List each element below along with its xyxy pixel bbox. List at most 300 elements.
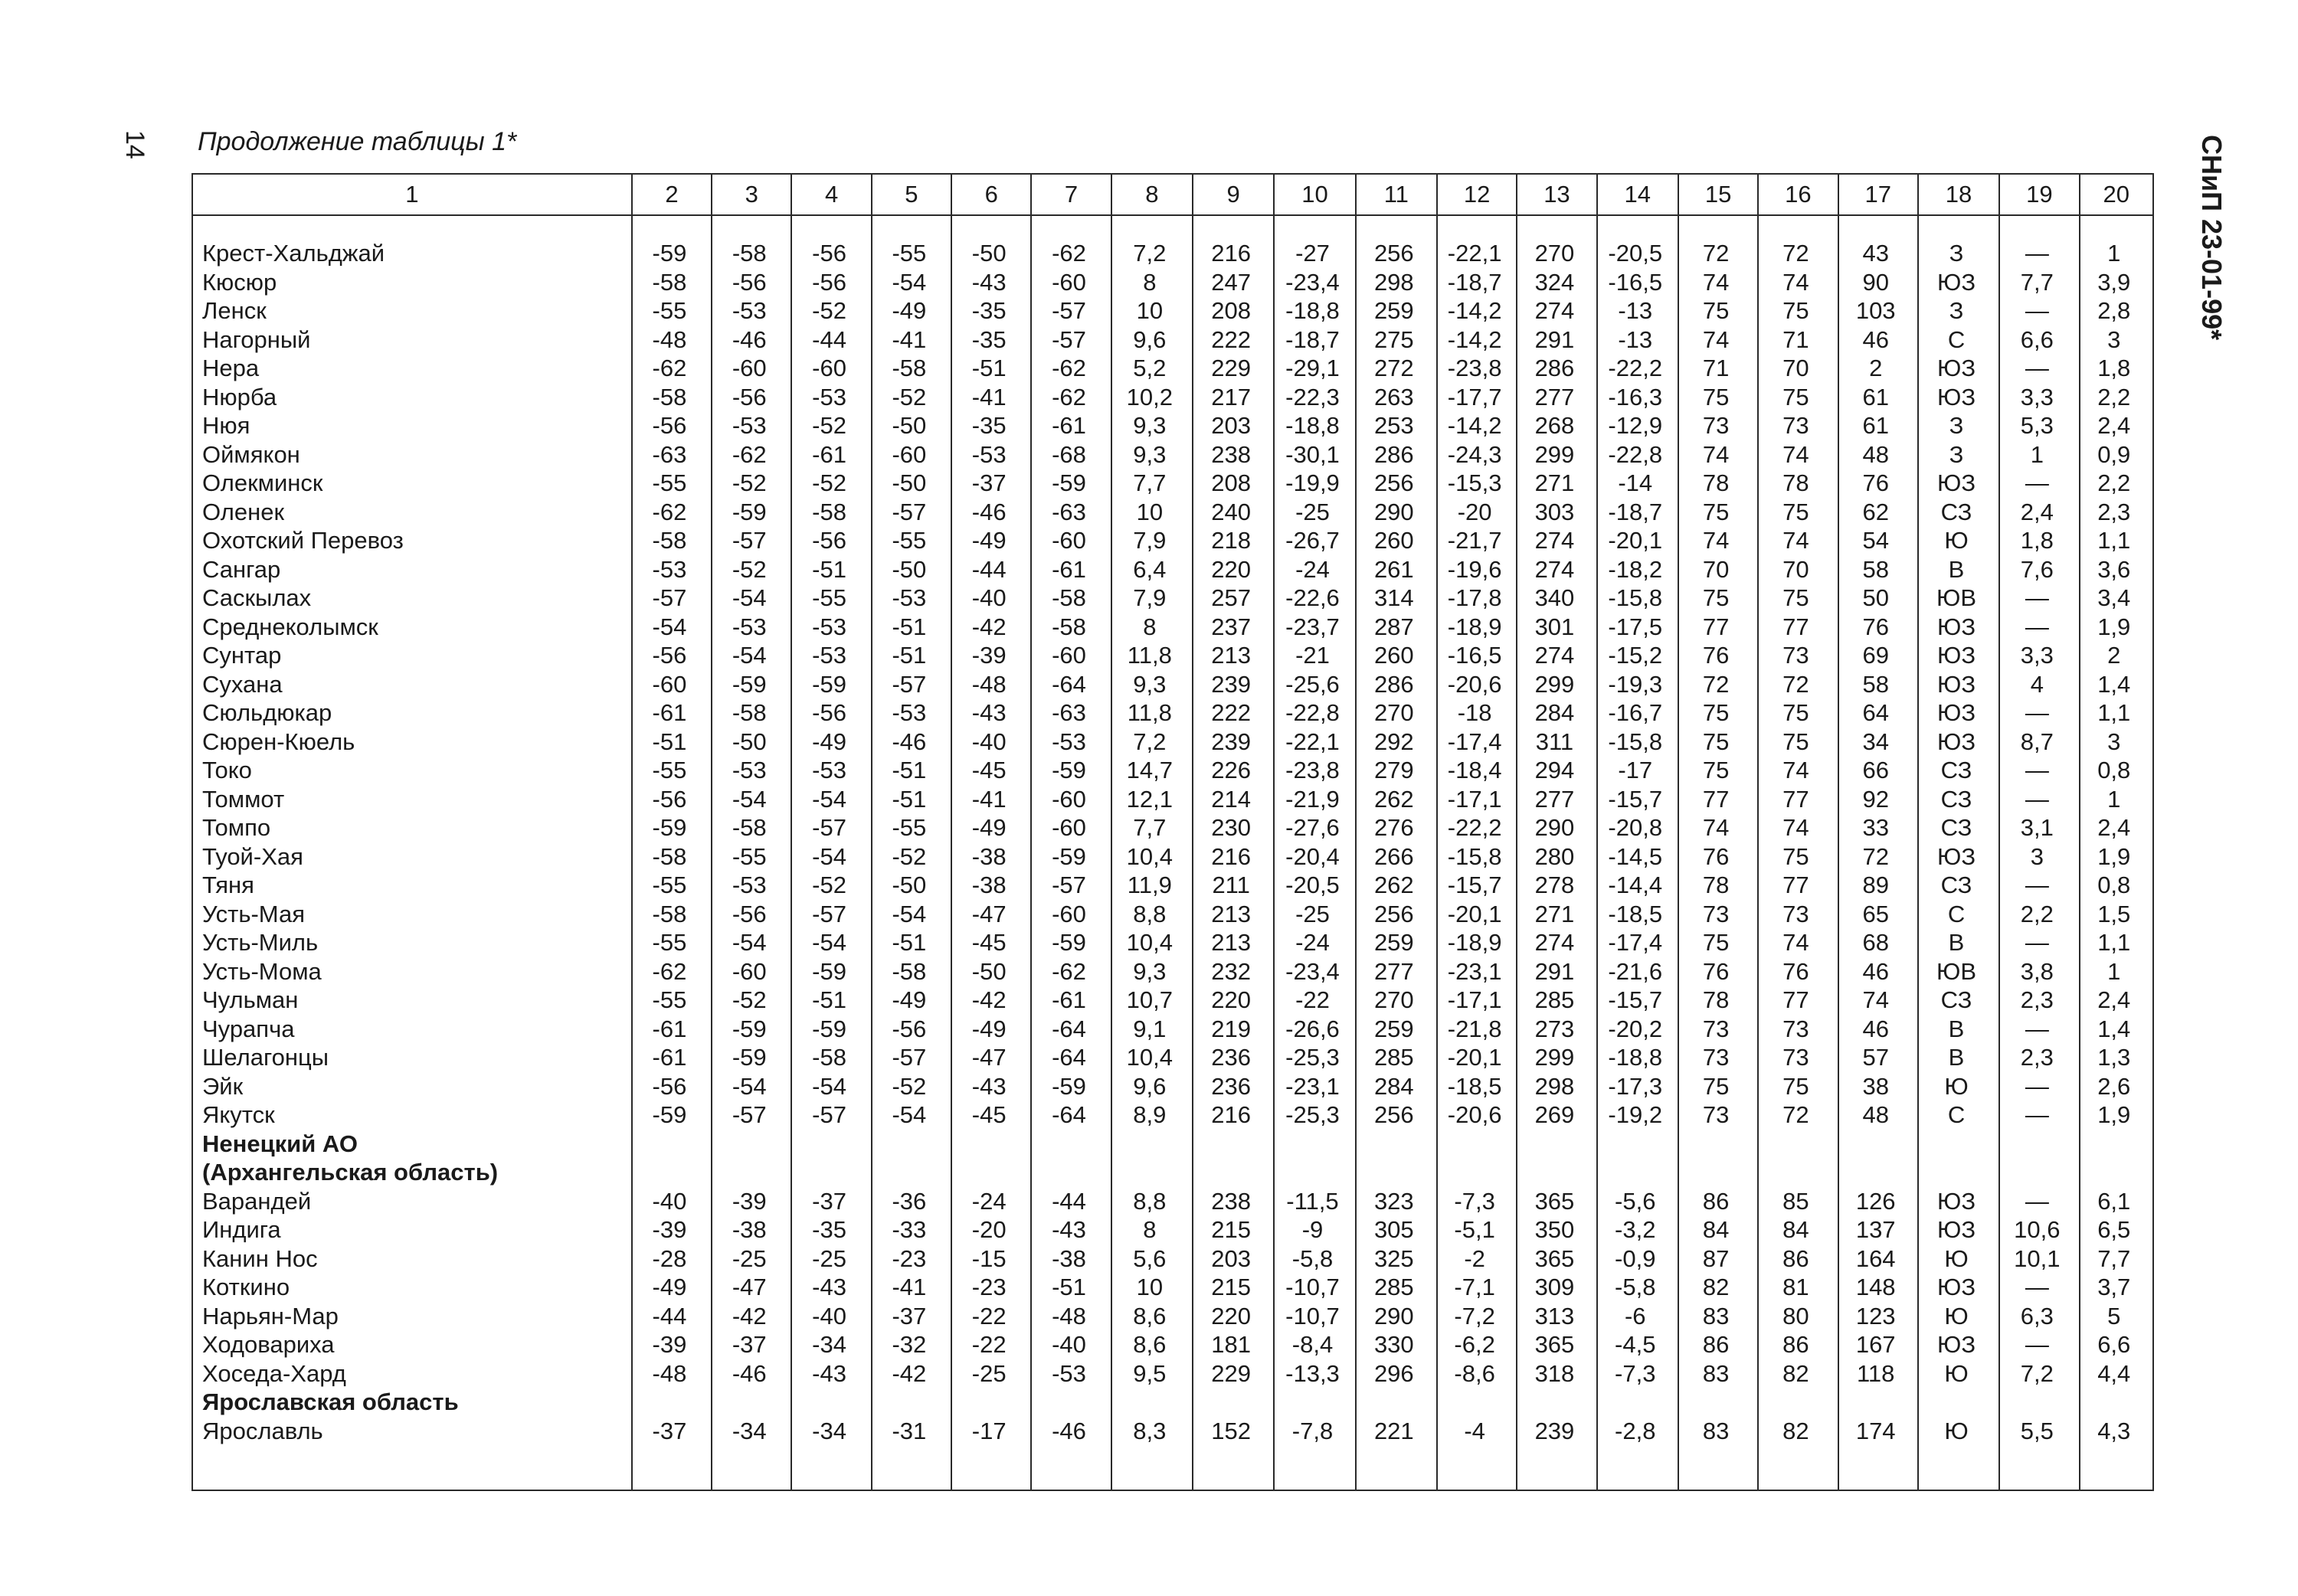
table-cell: 1,8	[1999, 526, 2079, 555]
table-cell: 75	[1758, 498, 1838, 527]
table-cell: 256	[1356, 900, 1437, 929]
table-cell: —	[1999, 928, 2079, 957]
table-cell: 277	[1517, 383, 1596, 412]
table-cell: -55	[632, 756, 712, 785]
table-cell: 217	[1193, 383, 1274, 412]
table-cell: 278	[1517, 871, 1596, 900]
table-cell: -18	[1437, 698, 1517, 728]
table-cell	[2080, 1130, 2154, 1159]
table-cell: 7,7	[1111, 813, 1193, 842]
table-cell: -17,1	[1437, 986, 1517, 1015]
spacer-cell	[1597, 215, 1678, 239]
table-cell: 57	[1838, 1043, 1918, 1072]
table-cell: -6	[1597, 1302, 1678, 1331]
table-cell: 285	[1517, 986, 1596, 1015]
table-row	[192, 670, 2153, 699]
table-cell: 72	[1838, 842, 1918, 872]
table-cell	[1193, 1388, 1274, 1417]
table-cell: -29,1	[1274, 354, 1355, 383]
column-header: 20	[2080, 174, 2154, 215]
table-cell: 80	[1758, 1302, 1838, 1331]
table-cell: -16,5	[1437, 641, 1517, 670]
station-name: Шелагонцы	[192, 1043, 632, 1072]
table-cell: -52	[872, 842, 951, 872]
table-cell	[1597, 1388, 1678, 1417]
column-header: 18	[1918, 174, 1999, 215]
table-row	[192, 296, 2153, 325]
table-cell: -42	[712, 1302, 791, 1331]
table-cell: Ю	[1918, 1359, 1999, 1388]
table-cell: 73	[1758, 641, 1838, 670]
table-cell: ЮЗ	[1918, 383, 1999, 412]
table-cell: -18,9	[1437, 928, 1517, 957]
table-cell	[632, 1130, 712, 1159]
table-cell: 70	[1678, 555, 1758, 584]
tail-cell	[1517, 1445, 1596, 1490]
tail-cell	[192, 1445, 632, 1490]
table-cell: -15,8	[1597, 728, 1678, 757]
table-cell: 174	[1838, 1417, 1918, 1446]
table-cell: 1	[2080, 239, 2154, 268]
table-cell: -15,3	[1437, 469, 1517, 498]
table-cell: 1,3	[2080, 1043, 2154, 1072]
table-cell: С	[1918, 325, 1999, 355]
table-cell: -61	[791, 440, 871, 469]
table-cell: 2,2	[2080, 469, 2154, 498]
table-cell: ЮЗ	[1918, 1187, 1999, 1216]
column-header: 3	[712, 174, 791, 215]
table-cell: -22,2	[1437, 813, 1517, 842]
table-cell: 48	[1838, 440, 1918, 469]
table-cell: 10,4	[1111, 842, 1193, 872]
table-cell: -25,6	[1274, 670, 1355, 699]
table-cell: 236	[1193, 1043, 1274, 1072]
table-cell: 86	[1678, 1187, 1758, 1216]
station-name: Оймякон	[192, 440, 632, 469]
table-cell: 181	[1193, 1330, 1274, 1359]
table-cell: 7,7	[1111, 469, 1193, 498]
table-cell: -22	[951, 1302, 1031, 1331]
table-cell: 350	[1517, 1215, 1596, 1244]
table-cell: -18,4	[1437, 756, 1517, 785]
table-cell: -21	[1274, 641, 1355, 670]
table-cell: 298	[1356, 268, 1437, 297]
table-cell: -58	[872, 957, 951, 986]
table-cell: -43	[1031, 1215, 1111, 1244]
table-cell: 82	[1758, 1417, 1838, 1446]
table-cell: 74	[1838, 986, 1918, 1015]
table-cell: -17,8	[1437, 584, 1517, 613]
column-header: 7	[1031, 174, 1111, 215]
table-cell: 220	[1193, 555, 1274, 584]
table-cell: -54	[712, 785, 791, 814]
table-cell: -57	[712, 1101, 791, 1130]
table-cell: -53	[712, 756, 791, 785]
table-cell: -18,5	[1437, 1072, 1517, 1101]
table-cell: -35	[951, 411, 1031, 440]
table-cell: 10,7	[1111, 986, 1193, 1015]
table-cell: 58	[1838, 555, 1918, 584]
table-cell: 365	[1517, 1244, 1596, 1274]
table-cell: С	[1918, 1101, 1999, 1130]
table-cell	[712, 1158, 791, 1187]
table-cell: -22,8	[1597, 440, 1678, 469]
table-cell: —	[1999, 1330, 2079, 1359]
table-cell: -52	[712, 986, 791, 1015]
table-cell: 74	[1678, 813, 1758, 842]
table-cell: -55	[712, 842, 791, 872]
table-cell: -55	[632, 928, 712, 957]
table-cell: 260	[1356, 526, 1437, 555]
table-cell: 2,4	[2080, 411, 2154, 440]
table-cell: 12,1	[1111, 785, 1193, 814]
table-cell: -26,6	[1274, 1015, 1355, 1044]
table-cell: -56	[632, 411, 712, 440]
table-cell: -18,5	[1597, 900, 1678, 929]
table-cell: 314	[1356, 584, 1437, 613]
table-cell: 7,2	[1111, 239, 1193, 268]
table-cell: 33	[1838, 813, 1918, 842]
table-cell: 46	[1838, 1015, 1918, 1044]
table-cell: ЮЗ	[1918, 354, 1999, 383]
table-cell: —	[1999, 698, 2079, 728]
station-name: Варандей	[192, 1187, 632, 1216]
table-cell: -35	[951, 325, 1031, 355]
table-cell: 76	[1678, 641, 1758, 670]
table-cell: -22	[1274, 986, 1355, 1015]
table-row	[192, 383, 2153, 412]
table-cell: 268	[1517, 411, 1596, 440]
table-cell: -62	[712, 440, 791, 469]
table-cell: -16,3	[1597, 383, 1678, 412]
table-cell: -20,4	[1274, 842, 1355, 872]
table-cell: -54	[632, 613, 712, 642]
table-cell: 285	[1356, 1273, 1437, 1302]
table-cell: 167	[1838, 1330, 1918, 1359]
table-cell: -55	[872, 526, 951, 555]
table-row	[192, 641, 2153, 670]
table-cell: 290	[1517, 813, 1596, 842]
table-cell	[632, 1388, 712, 1417]
table-cell: -22,1	[1274, 728, 1355, 757]
table-cell: 269	[1517, 1101, 1596, 1130]
table-cell: ЮЗ	[1918, 728, 1999, 757]
table-cell: -53	[1031, 1359, 1111, 1388]
table-cell: -53	[712, 613, 791, 642]
table-cell: -43	[951, 268, 1031, 297]
table-cell: -62	[1031, 239, 1111, 268]
table-cell: 64	[1838, 698, 1918, 728]
table-cell: 78	[1678, 871, 1758, 900]
table-cell: 75	[1678, 698, 1758, 728]
table-cell: ЮЗ	[1918, 268, 1999, 297]
column-header: 19	[1999, 174, 2079, 215]
tail-cell	[1111, 1445, 1193, 1490]
table-cell: 299	[1517, 670, 1596, 699]
table-cell: —	[1999, 613, 2079, 642]
table-cell: -18,7	[1274, 325, 1355, 355]
table-cell: 365	[1517, 1187, 1596, 1216]
table-cell: -44	[791, 325, 871, 355]
station-name: Канин Нос	[192, 1244, 632, 1274]
table-cell: 311	[1517, 728, 1596, 757]
column-header: 8	[1111, 174, 1193, 215]
table-cell: 274	[1517, 296, 1596, 325]
table-cell: -57	[791, 900, 871, 929]
table-cell: 92	[1838, 785, 1918, 814]
table-cell: 299	[1517, 1043, 1596, 1072]
table-cell: 11,8	[1111, 641, 1193, 670]
table-cell: -46	[1031, 1417, 1111, 1446]
table-cell: 38	[1838, 1072, 1918, 1101]
table-cell: -38	[1031, 1244, 1111, 1274]
table-cell: -17,1	[1437, 785, 1517, 814]
table-cell: 215	[1193, 1273, 1274, 1302]
table-cell: 8,8	[1111, 900, 1193, 929]
table-cell: 284	[1517, 698, 1596, 728]
table-cell: -59	[791, 1015, 871, 1044]
table-cell: -35	[791, 1215, 871, 1244]
table-cell: -34	[791, 1417, 871, 1446]
table-cell: -15	[951, 1244, 1031, 1274]
table-cell: 203	[1193, 411, 1274, 440]
table-cell: 260	[1356, 641, 1437, 670]
table-cell: ЮЗ	[1918, 842, 1999, 872]
table-cell: -57	[872, 1043, 951, 1072]
table-cell: -54	[712, 584, 791, 613]
table-cell: 72	[1678, 670, 1758, 699]
table-cell: 10,1	[1999, 1244, 2079, 1274]
table-cell: 240	[1193, 498, 1274, 527]
table-cell: 219	[1193, 1015, 1274, 1044]
table-cell: -49	[872, 296, 951, 325]
table-cell	[1597, 1130, 1678, 1159]
table-cell: 3,7	[2080, 1273, 2154, 1302]
table-cell: -7,2	[1437, 1302, 1517, 1331]
table-cell	[951, 1158, 1031, 1187]
table-cell: 152	[1193, 1417, 1274, 1446]
table-cell: -59	[712, 498, 791, 527]
table-row	[192, 469, 2153, 498]
table-cell: -27	[1274, 239, 1355, 268]
table-row	[192, 728, 2153, 757]
column-header: 13	[1517, 174, 1596, 215]
table-cell: 262	[1356, 871, 1437, 900]
table-cell: 73	[1758, 1043, 1838, 1072]
table-cell: -20,8	[1597, 813, 1678, 842]
table-cell: -43	[791, 1359, 871, 1388]
table-cell: -53	[712, 411, 791, 440]
table-cell: -49	[951, 526, 1031, 555]
table-cell	[1597, 1158, 1678, 1187]
table-cell	[1758, 1388, 1838, 1417]
table-cell: -54	[712, 928, 791, 957]
table-cell: 301	[1517, 613, 1596, 642]
table-cell: 73	[1678, 1101, 1758, 1130]
table-row	[192, 354, 2153, 383]
table-cell: 89	[1838, 871, 1918, 900]
table-cell: -57	[872, 498, 951, 527]
table-cell: -52	[872, 383, 951, 412]
table-cell: -41	[872, 1273, 951, 1302]
table-cell: 274	[1517, 641, 1596, 670]
table-cell: -18,8	[1597, 1043, 1678, 1072]
table-cell: —	[1999, 239, 2079, 268]
table-cell: —	[1999, 1072, 2079, 1101]
table-cell: -25	[1274, 900, 1355, 929]
table-cell: -53	[951, 440, 1031, 469]
table-cell	[1838, 1130, 1918, 1159]
table-cell: 73	[1678, 1043, 1758, 1072]
table-cell: -53	[632, 555, 712, 584]
table-cell: 6,6	[1999, 325, 2079, 355]
table-row	[192, 268, 2153, 297]
table-cell: -31	[872, 1417, 951, 1446]
table-cell: 3,9	[2080, 268, 2154, 297]
table-cell: -53	[872, 584, 951, 613]
table-cell: 275	[1356, 325, 1437, 355]
table-cell: 164	[1838, 1244, 1918, 1274]
table-cell: -3,2	[1597, 1215, 1678, 1244]
table-cell: ЮЗ	[1918, 1215, 1999, 1244]
table-cell: -50	[872, 411, 951, 440]
table-cell: 76	[1678, 842, 1758, 872]
table-cell: 291	[1517, 325, 1596, 355]
table-cell: 65	[1838, 900, 1918, 929]
table-cell: -51	[872, 785, 951, 814]
table-cell: 73	[1678, 411, 1758, 440]
table-cell: -5,8	[1597, 1273, 1678, 1302]
table-cell: 298	[1517, 1072, 1596, 1101]
table-cell: 61	[1838, 411, 1918, 440]
tail-cell	[1193, 1445, 1274, 1490]
table-cell: -42	[951, 613, 1031, 642]
table-cell	[712, 1130, 791, 1159]
table-cell: 72	[1758, 1101, 1838, 1130]
table-cell: -49	[791, 728, 871, 757]
table-cell: 3,6	[2080, 555, 2154, 584]
table-cell: -50	[712, 728, 791, 757]
table-cell	[1274, 1130, 1355, 1159]
table-cell	[2080, 1388, 2154, 1417]
table-cell	[1111, 1388, 1193, 1417]
table-row	[192, 1072, 2153, 1101]
table-cell: 286	[1356, 440, 1437, 469]
spacer-cell	[1918, 215, 1999, 239]
table-cell	[1999, 1130, 2079, 1159]
table-cell: -25	[791, 1244, 871, 1274]
table-cell: -60	[1031, 900, 1111, 929]
table-cell: -57	[791, 1101, 871, 1130]
table-cell: 1	[1999, 440, 2079, 469]
table-cell: -2,8	[1597, 1417, 1678, 1446]
table-cell	[872, 1388, 951, 1417]
table-cell: 2,6	[2080, 1072, 2154, 1101]
table-cell: -54	[872, 900, 951, 929]
table-cell: 46	[1838, 325, 1918, 355]
table-cell: -58	[791, 498, 871, 527]
table-cell: -58	[632, 268, 712, 297]
table-cell: 76	[1758, 957, 1838, 986]
table-cell: -59	[1031, 928, 1111, 957]
table-cell: 324	[1517, 268, 1596, 297]
table-cell: -56	[632, 785, 712, 814]
tail-cell	[1678, 1445, 1758, 1490]
table-cell: -15,7	[1597, 785, 1678, 814]
table-cell: -52	[791, 469, 871, 498]
table-cell: 75	[1758, 698, 1838, 728]
table-cell: 0,9	[2080, 440, 2154, 469]
station-name: Сунтар	[192, 641, 632, 670]
table-cell	[1918, 1388, 1999, 1417]
table-cell: -17,7	[1437, 383, 1517, 412]
table-cell: 230	[1193, 813, 1274, 842]
table-cell: 2,3	[1999, 986, 2079, 1015]
table-cell: -56	[872, 1015, 951, 1044]
table-cell: -22,3	[1274, 383, 1355, 412]
table-cell: СЗ	[1918, 785, 1999, 814]
table-cell: 270	[1356, 698, 1437, 728]
table-cell: 74	[1678, 440, 1758, 469]
table-cell: -47	[951, 900, 1031, 929]
table-cell: -45	[951, 928, 1031, 957]
table-cell: 256	[1356, 1101, 1437, 1130]
table-cell: -7,8	[1274, 1417, 1355, 1446]
table-cell: 75	[1758, 842, 1838, 872]
table-cell: -49	[951, 813, 1031, 842]
table-row	[192, 698, 2153, 728]
table-cell: 78	[1678, 986, 1758, 1015]
table-cell: 74	[1758, 756, 1838, 785]
table-body	[192, 215, 2153, 1490]
table-cell: -57	[712, 526, 791, 555]
table-cell: -47	[951, 1043, 1031, 1072]
table-cell: -19,2	[1597, 1101, 1678, 1130]
table-cell: 3,4	[2080, 584, 2154, 613]
table-cell: -48	[632, 325, 712, 355]
table-cell: -37	[712, 1330, 791, 1359]
table-cell: -68	[1031, 440, 1111, 469]
table-row	[192, 584, 2153, 613]
station-name: Чурапча	[192, 1015, 632, 1044]
table-cell: -15,7	[1597, 986, 1678, 1015]
table-cell: 208	[1193, 296, 1274, 325]
table-cell: 8,6	[1111, 1302, 1193, 1331]
column-header: 5	[872, 174, 951, 215]
table-cell	[872, 1130, 951, 1159]
spacer-cell	[2080, 215, 2154, 239]
table-cell: -58	[632, 842, 712, 872]
table-cell: В	[1918, 928, 1999, 957]
table-cell: -58	[632, 526, 712, 555]
station-name: Томмот	[192, 785, 632, 814]
table-cell: -54	[791, 928, 871, 957]
table-cell: 73	[1678, 1015, 1758, 1044]
table-row	[192, 1359, 2153, 1388]
group-heading-row	[192, 1158, 2153, 1187]
table-cell: -48	[632, 1359, 712, 1388]
table-cell	[1274, 1388, 1355, 1417]
table-cell: 54	[1838, 526, 1918, 555]
table-cell: -8,4	[1274, 1330, 1355, 1359]
table-cell: -44	[951, 555, 1031, 584]
table-cell: -52	[791, 871, 871, 900]
table-cell: -51	[872, 613, 951, 642]
table-cell	[1838, 1158, 1918, 1187]
table-cell	[1999, 1388, 2079, 1417]
table-cell: -40	[1031, 1330, 1111, 1359]
station-name: Эйк	[192, 1072, 632, 1101]
